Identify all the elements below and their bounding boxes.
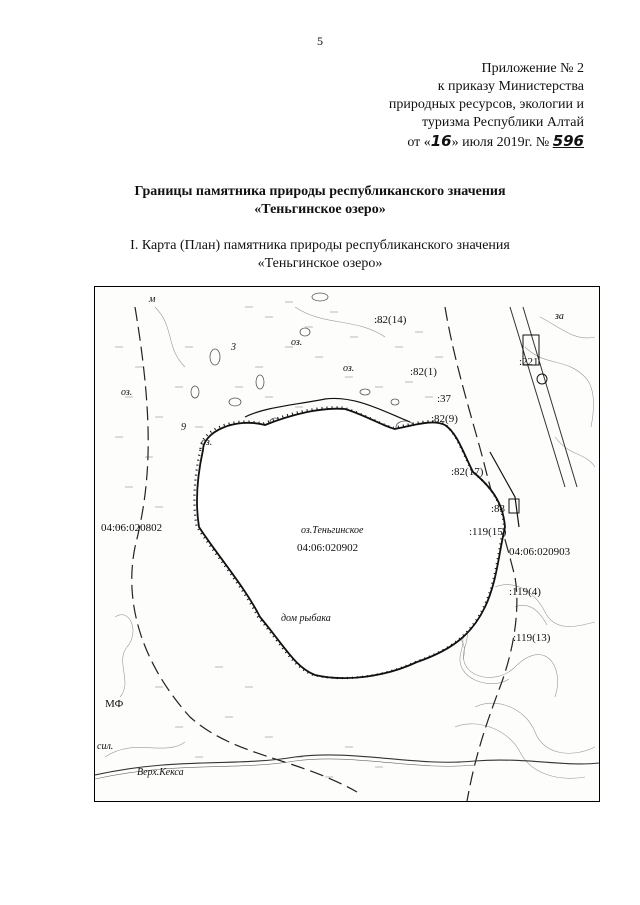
parcel-119-4: :119(4) [509,586,541,598]
oz-label-4: оз. [343,363,355,374]
section-heading-line-2: «Теньгинское озеро» [257,256,383,271]
parcel-37: :37 [437,393,452,405]
parcel-119-13: :119(13) [513,632,551,644]
railway-tracks [510,307,577,487]
lake-parcel-label: 04:06:020902 [297,542,359,554]
date-middle: » июля 2019г. № [451,135,550,150]
document-title-line-2: «Теньгинское озеро» [254,202,386,217]
lake-name-label: оз.Теньгинское [301,525,364,536]
appendix-line-2: к приказу Министерства [437,79,584,94]
oz-label-1: оз. [121,387,133,398]
river-label: Верх.Кекса [137,767,184,778]
appendix-line-4: туризма Республики Алтай [421,115,584,130]
label-m: м [149,294,156,305]
parcel-82-9: :82(9) [431,413,458,425]
section-heading-line-1: I. Карта (План) памятника природы республиканского значения [130,238,510,253]
label-3: 3 [231,342,236,353]
oz-label-2: оз. [201,437,213,448]
page-number: 5 [317,34,323,48]
fisher-house-label: дом рыбака [281,613,331,624]
appendix-date-line [284,132,584,152]
handwritten-order-number: 596 [552,132,584,150]
west-parcel-label: 04:06:020802 [101,522,163,534]
appendix-line-1: Приложение № 2 [481,61,584,76]
sil-label: сил. [97,741,114,752]
handwritten-day: 16 [430,132,452,150]
parcel-83: :83 [491,503,506,515]
east-parcel-label: 04:06:020903 [509,546,571,558]
boundary-map [94,286,600,802]
parcel-82-14: :82(14) [374,314,407,326]
parcel-119-15: :119(15) [469,526,507,538]
parcel-82-17: :82(17) [451,466,484,478]
parcel-221: :221 [519,356,539,368]
map-drawing [95,287,599,801]
mf-label: МФ [105,698,124,710]
appendix-line-3: природных ресурсов, экологии и [388,97,584,112]
label-9: 9 [181,422,186,433]
document-title-line-1: Границы памятника природы республиканского значения [134,184,506,199]
date-prefix: от « [407,135,431,150]
parcel-82-1: :82(1) [410,366,437,378]
oz-label-3: оз. [291,337,303,348]
za-label: за [555,311,564,322]
